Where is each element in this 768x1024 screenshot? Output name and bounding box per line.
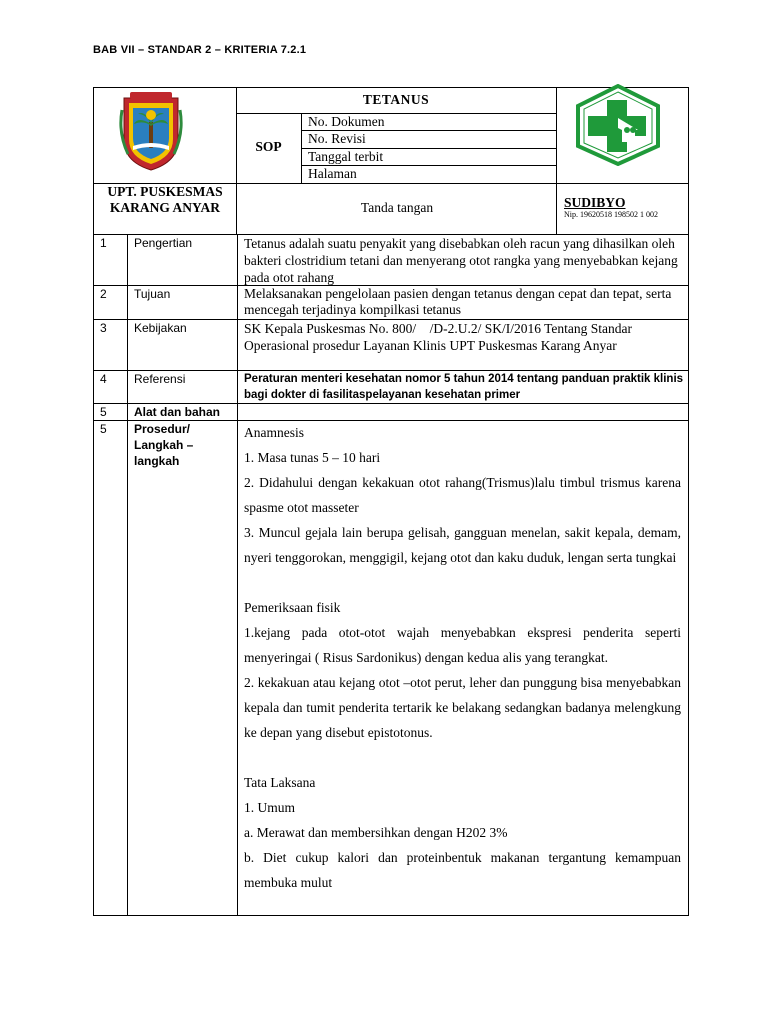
tata-laksana-umum: 1. Umum	[244, 800, 296, 815]
row-content-kebijakan: SK Kepala Puskesmas No. 800/ /D-2.U.2/ SK/I/2016 Tentang Standar Operasional prosedur Layanan Klinis UPT Puskesmas Karang Anyar	[244, 321, 636, 353]
row-content-pengertian: Tetanus adalah suatu penyakit yang disebabkan oleh racun yang dihasilkan oleh bakteri clostridium tetani dan menyerang otot rangka yang menyebabkan kejang pada otot rahang	[244, 236, 678, 285]
page-header: BAB VII – STANDAR 2 – KRITERIA 7.2.1	[93, 44, 307, 56]
tata-laksana-item-b: b. Diet cukup kalori dan proteinbentuk makanan tergantung kemampuan membuka mulut	[244, 850, 681, 890]
meta-field-halaman: Halaman	[308, 166, 357, 181]
row-label-referensi: Referensi	[134, 372, 186, 386]
row-label-kebijakan: Kebijakan	[134, 321, 187, 335]
anamnesis-item-1: 1. Masa tunas 5 – 10 hari	[244, 450, 381, 465]
signature-label: Tanda tangan	[360, 200, 434, 215]
row-content-referensi: Peraturan menteri kesehatan nomor 5 tahun 2014 tentang panduan praktik klinis bagi dokter di fasilitaspelayanan kesehatan primer	[244, 373, 684, 401]
row-label-alat-dan-bahan: Alat dan bahan	[134, 405, 221, 419]
meta-field-no-dokumen: No. Dokumen	[308, 114, 385, 129]
row-label-pengertian: Pengertian	[134, 236, 193, 250]
puskesmas-logo	[572, 84, 664, 166]
tata-laksana-heading: Tata Laksana	[244, 775, 316, 790]
signer-name: SUDIBYO	[564, 195, 626, 210]
row-label-tujuan: Tujuan	[134, 287, 171, 301]
anamnesis-item-3: 3. Muncul gejala lain berupa gelisah, gangguan menelan, sakit kepala, demam, nyeri tenggorokan, menggigil, kejang otot dan kaku duduk, lengan serta tungkai	[244, 525, 681, 565]
row-content-tujuan: Melaksanakan pengelolaan pasien dengan tetanus dengan cepat dan tepat, serta mencegah terjadinya kompilkasi tetanus	[244, 286, 672, 317]
pemeriksaan-fisik-heading: Pemeriksaan fisik	[244, 600, 341, 615]
sop-label: SOP	[255, 139, 282, 154]
pemeriksaan-fisik-item-1: 1.kejang pada otot-otot wajah menyebabkan ekspresi penderita seperti menyeringai ( Risus Sardonikus) dengan kedua alis yang terangkat.	[244, 625, 681, 665]
anamnesis-item-2: 2. Didahului dengan kekakuan otot rahang(Trismus)lalu timbul trismus karena spasme otot masseter	[244, 475, 681, 515]
anamnesis-heading: Anamnesis	[244, 425, 304, 440]
procedure-content	[244, 420, 681, 895]
row-number: 3	[100, 321, 107, 335]
signer-id: Nip. 19620518 198502 1 002	[564, 210, 658, 219]
org-name: UPT. PUSKESMAS KARANG ANYAR	[107, 184, 223, 215]
pemeriksaan-fisik-item-2: 2. kekakuan atau kejang otot –otot perut, leher dan punggung bisa menyebabkan kepala dan tumit penderita tertarik ke belakang sedangkan badanya melengkung ke depan yang disebut epistotonus.	[244, 675, 681, 740]
regency-emblem	[116, 88, 186, 172]
meta-field-no-revisi: No. Revisi	[308, 131, 366, 146]
row-number: 2	[100, 287, 107, 301]
tata-laksana-item-a: a. Merawat dan membersihkan dengan H202 3%	[244, 825, 508, 840]
doc-title: TETANUS	[362, 92, 430, 107]
row-number: 1	[100, 236, 107, 250]
row-label-prosedur: Prosedur/ Langkah – langkah	[134, 422, 194, 468]
row-number: 4	[100, 372, 107, 386]
row-number: 5	[100, 405, 107, 419]
row-number: 5	[100, 422, 107, 436]
meta-field-tanggal-terbit: Tanggal terbit	[308, 149, 384, 164]
